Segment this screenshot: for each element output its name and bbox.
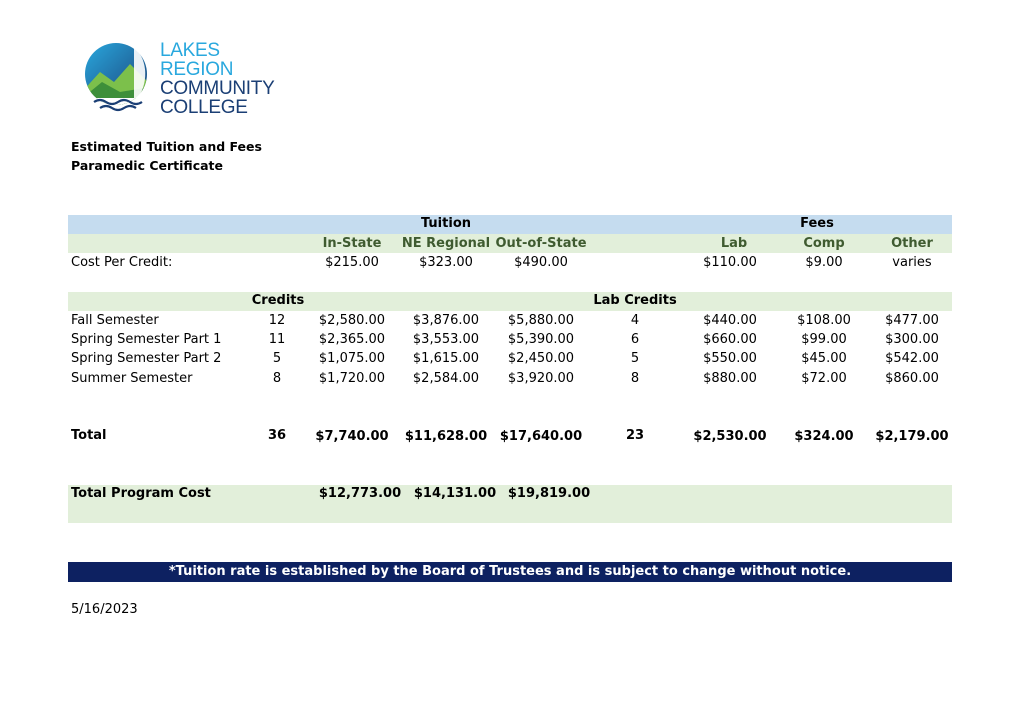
cell-in-state: $1,720.00	[318, 371, 386, 386]
col-header-in-state: In-State	[322, 236, 382, 251]
cell-other: varies	[892, 255, 932, 270]
cell-comp: $108.00	[797, 313, 851, 328]
cell-ne-regional: $1,615.00	[412, 351, 480, 366]
row-label: Cost Per Credit:	[71, 255, 173, 270]
cell-in-state: $2,365.00	[318, 332, 386, 347]
cell-in-state: $215.00	[325, 255, 379, 270]
cell-out-of-state: $3,920.00	[507, 371, 575, 386]
page-title: Estimated Tuition and Fees	[71, 139, 262, 154]
cell-lab: $110.00	[703, 255, 757, 270]
row-label: Summer Semester	[71, 371, 193, 386]
total-out-of-state: $17,640.00	[499, 429, 583, 444]
total-credits: 36	[267, 428, 287, 443]
cell-lab-credits: 6	[630, 332, 640, 347]
tuition-group-header: Tuition	[420, 216, 472, 231]
total-label: Total	[71, 428, 107, 443]
program-cost-in-state: $12,773.00	[318, 486, 402, 501]
logo-line-lakes: LAKES	[160, 40, 220, 61]
cell-ne-regional: $3,553.00	[412, 332, 480, 347]
program-cost-ne-regional: $14,131.00	[413, 486, 497, 501]
cell-credits: 5	[272, 351, 282, 366]
credits-header-band	[68, 292, 952, 311]
col-header-lab: Lab	[720, 236, 748, 251]
fees-group-header: Fees	[800, 216, 834, 231]
cell-comp: $99.00	[801, 332, 847, 347]
col-header-other: Other	[891, 236, 933, 251]
lab-credits-header: Lab Credits	[593, 293, 677, 308]
credits-header: Credits	[251, 293, 305, 308]
total-other: $2,179.00	[875, 429, 949, 444]
cell-other: $860.00	[885, 371, 939, 386]
cell-lab-credits: 4	[630, 313, 640, 328]
logo-line-region: REGION	[160, 59, 234, 80]
cell-ne-regional: $2,584.00	[412, 371, 480, 386]
cell-credits: 8	[272, 371, 282, 386]
cell-out-of-state: $5,880.00	[507, 313, 575, 328]
page-subtitle: Paramedic Certificate	[71, 158, 223, 173]
logo-wordmark	[160, 41, 274, 117]
col-header-out-of-state: Out-of-State	[495, 236, 587, 251]
cell-lab: $440.00	[703, 313, 757, 328]
col-header-ne-regional: NE Regional	[401, 236, 491, 251]
cell-lab: $660.00	[703, 332, 757, 347]
total-lab-credits: 23	[625, 428, 645, 443]
row-label: Spring Semester Part 1	[71, 332, 222, 347]
row-label: Fall Semester	[71, 313, 159, 328]
cell-other: $300.00	[885, 332, 939, 347]
cell-out-of-state: $490.00	[514, 255, 568, 270]
cell-comp: $45.00	[801, 351, 847, 366]
cell-out-of-state: $2,450.00	[507, 351, 575, 366]
cell-out-of-state: $5,390.00	[507, 332, 575, 347]
cell-lab-credits: 5	[630, 351, 640, 366]
program-cost-out-of-state: $19,819.00	[507, 486, 591, 501]
cell-other: $542.00	[885, 351, 939, 366]
program-cost-label: Total Program Cost	[71, 486, 211, 501]
tuition-disclaimer-banner: *Tuition rate is established by the Board of Trustees and is subject to change without notice.	[68, 562, 952, 582]
cell-comp: $9.00	[805, 255, 843, 270]
logo-line-college: COLLEGE	[160, 97, 248, 118]
total-in-state: $7,740.00	[315, 429, 389, 444]
cell-ne-regional: $323.00	[419, 255, 473, 270]
cell-lab-credits: 8	[630, 371, 640, 386]
logo-emblem-icon	[80, 42, 158, 114]
cell-ne-regional: $3,876.00	[412, 313, 480, 328]
logo-line-community: COMMUNITY	[160, 78, 275, 99]
col-header-comp: Comp	[803, 236, 845, 251]
cell-credits: 12	[268, 313, 286, 328]
cell-lab: $880.00	[703, 371, 757, 386]
cell-other: $477.00	[885, 313, 939, 328]
cell-in-state: $1,075.00	[318, 351, 386, 366]
cell-credits: 11	[268, 332, 286, 347]
total-lab: $2,530.00	[693, 429, 767, 444]
total-comp: $324.00	[794, 429, 854, 444]
total-ne-regional: $11,628.00	[404, 429, 488, 444]
cell-comp: $72.00	[801, 371, 847, 386]
report-date: 5/16/2023	[71, 602, 138, 617]
row-label: Spring Semester Part 2	[71, 351, 222, 366]
cell-lab: $550.00	[703, 351, 757, 366]
cell-in-state: $2,580.00	[318, 313, 386, 328]
